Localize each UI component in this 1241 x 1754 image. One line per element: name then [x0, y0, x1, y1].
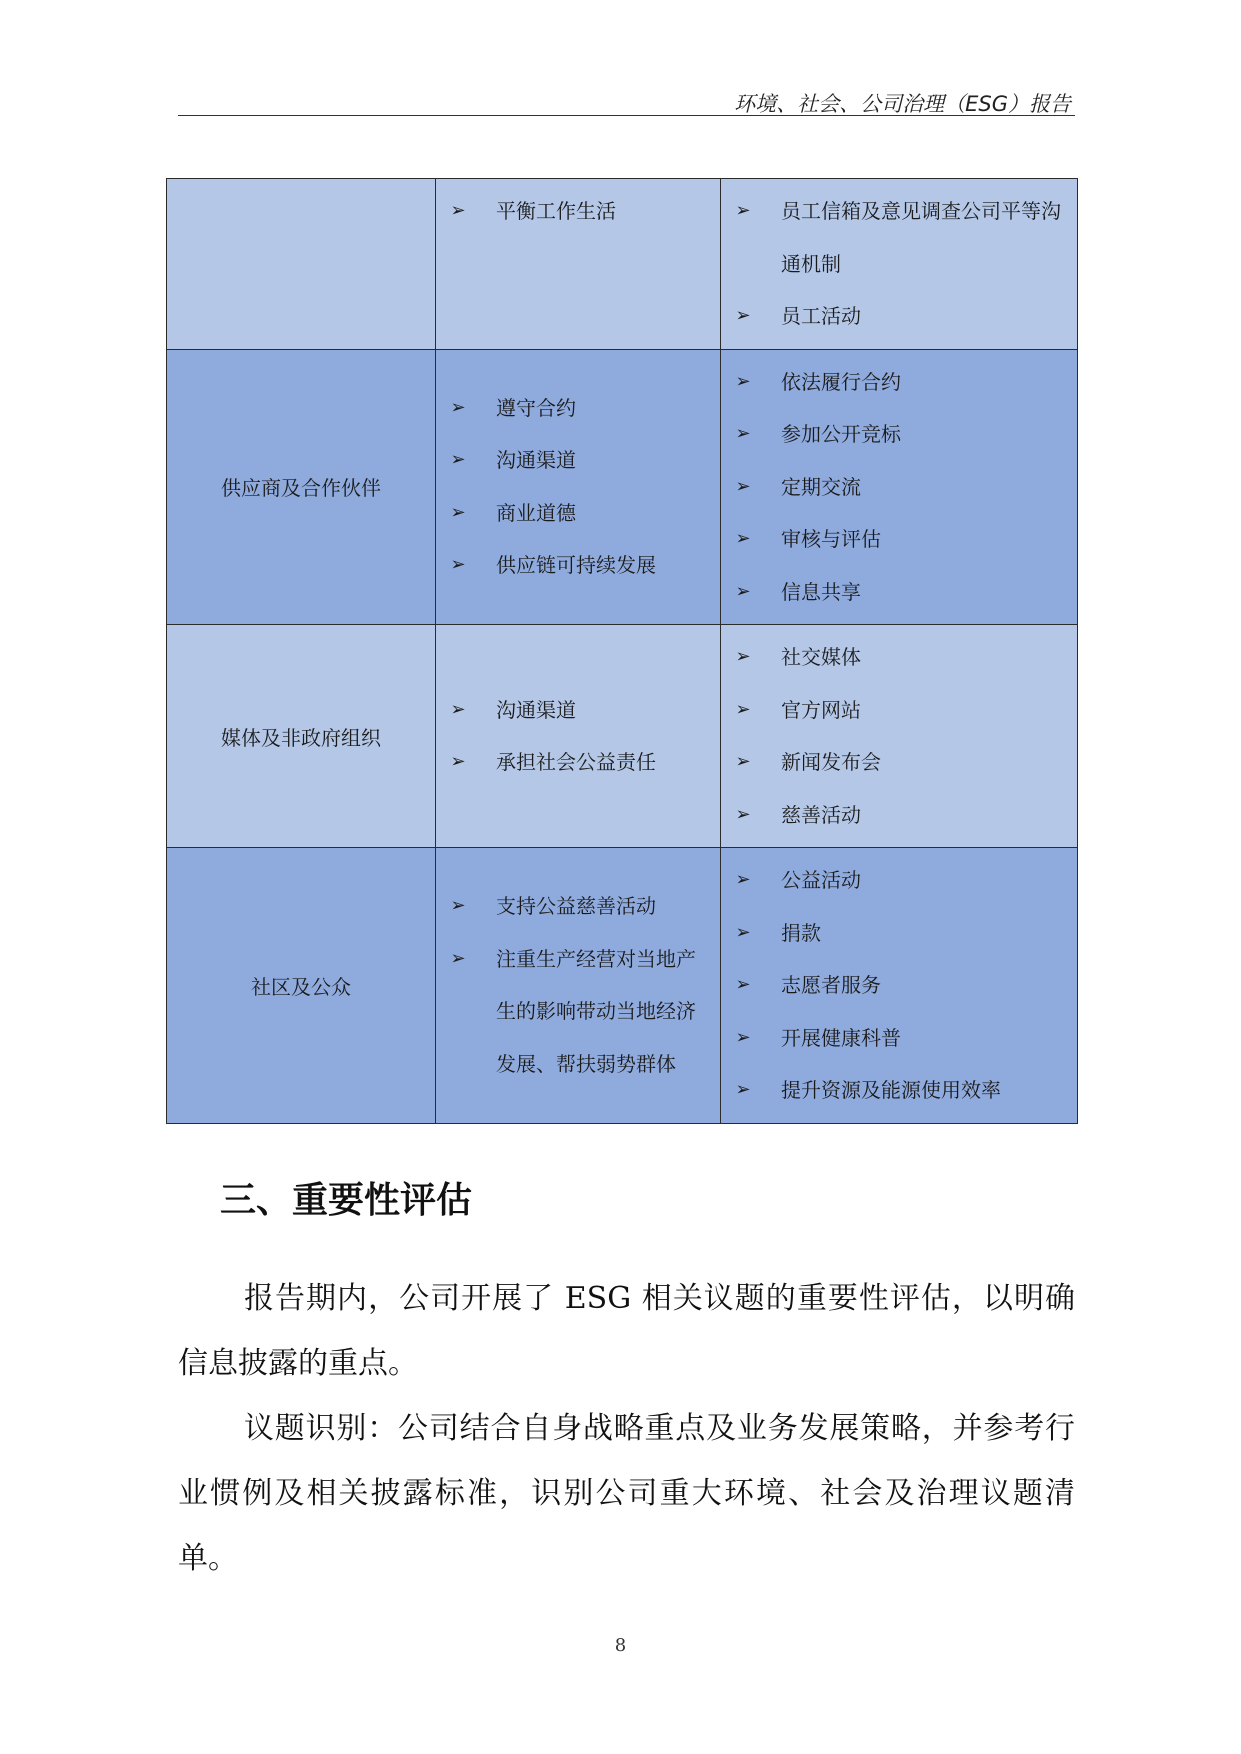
list-item: ➢ 支持公益慈善活动 [448, 880, 712, 933]
list-item: ➢ 捐款 [733, 907, 1069, 960]
arrow-bullet-icon: ➢ [735, 751, 751, 772]
topic-cell [436, 625, 721, 848]
list-item: ➢ 审核与评估 [733, 513, 1069, 566]
table-row [167, 349, 1078, 625]
list-item: ➢ 参加公开竞标 [733, 408, 1069, 461]
arrow-bullet-icon: ➢ [450, 501, 466, 523]
list-item: ➢ 承担社会公益责任 [448, 736, 712, 789]
arrow-bullet-icon: ➢ [450, 751, 466, 772]
channel-cell [721, 349, 1078, 625]
topic-cell [436, 349, 721, 625]
section-heading: 三、重要性评估 [220, 1180, 473, 1221]
table-row [167, 625, 1078, 848]
arrow-bullet-icon: ➢ [450, 698, 466, 720]
list-item: ➢ 慈善活动 [733, 789, 1069, 842]
table-row [167, 848, 1078, 1124]
stakeholder-table [166, 178, 1078, 1124]
paragraph: 议题识别：公司结合自身战略重点及业务发展策略，并参考行业惯例及相关披露标准，识别公司重大环境、社会及治理议题清单。 [178, 1411, 1075, 1576]
list-item: ➢ 沟通渠道 [448, 684, 712, 737]
arrow-bullet-icon: ➢ [735, 475, 751, 497]
channel-cell [721, 848, 1078, 1124]
arrow-bullet-icon: ➢ [450, 449, 466, 471]
list-item: ➢ 志愿者服务 [733, 959, 1069, 1012]
list-item: ➢ 依法履行合约 [733, 356, 1069, 409]
list-item: ➢ 社交媒体 [733, 631, 1069, 684]
arrow-bullet-icon: ➢ [735, 580, 751, 602]
arrow-bullet-icon: ➢ [735, 803, 751, 825]
list-item: ➢ 员工活动 [733, 290, 1069, 343]
arrow-bullet-icon: ➢ [735, 423, 751, 444]
arrow-bullet-icon: ➢ [450, 396, 466, 418]
header-rule [178, 115, 1075, 116]
channel-cell [721, 625, 1078, 848]
arrow-bullet-icon: ➢ [450, 947, 466, 969]
list-item: ➢ 沟通渠道 [448, 434, 712, 487]
arrow-bullet-icon: ➢ [450, 554, 466, 576]
list-item: ➢ 商业道德 [448, 487, 712, 540]
arrow-bullet-icon: ➢ [735, 921, 751, 943]
arrow-bullet-icon: ➢ [735, 1079, 751, 1100]
topic-cell [436, 179, 721, 350]
arrow-bullet-icon: ➢ [735, 698, 751, 720]
list-item: ➢ 信息共享 [733, 566, 1069, 619]
paragraph: 报告期内，公司开展了 ESG 相关议题的重要性评估，以明确信息披露的重点。 [178, 1281, 1075, 1381]
arrow-bullet-icon: ➢ [735, 305, 751, 326]
arrow-bullet-icon: ➢ [735, 1026, 751, 1048]
arrow-bullet-icon: ➢ [735, 370, 751, 392]
topic-cell [436, 848, 721, 1124]
list-item: ➢ 平衡工作生活 [448, 185, 712, 238]
arrow-bullet-icon: ➢ [735, 200, 751, 221]
list-item: ➢ 员工信箱及意见调查公司平等沟通机制 [733, 185, 1069, 290]
table-row [167, 179, 1078, 350]
header-title: 环境、社会、公司治理（ESG）报告 [734, 92, 1071, 116]
list-item: ➢ 提升资源及能源使用效率 [733, 1064, 1069, 1117]
arrow-bullet-icon: ➢ [735, 646, 751, 667]
arrow-bullet-icon: ➢ [735, 528, 751, 549]
arrow-bullet-icon: ➢ [735, 974, 751, 995]
list-item: ➢ 开展健康科普 [733, 1012, 1069, 1065]
stakeholder-group: 媒体及非政府组织 [167, 625, 436, 848]
page-number: 8 [614, 1635, 627, 1656]
stakeholder-group: 供应商及合作伙伴 [167, 349, 436, 625]
list-item: ➢ 新闻发布会 [733, 736, 1069, 789]
stakeholder-group: 社区及公众 [167, 848, 436, 1124]
arrow-bullet-icon: ➢ [450, 895, 466, 917]
list-item: ➢ 官方网站 [733, 684, 1069, 737]
list-item: ➢ 注重生产经营对当地产生的影响带动当地经济发展、帮扶弱势群体 [448, 933, 712, 1091]
list-item: ➢ 遵守合约 [448, 382, 712, 435]
list-item: ➢ 公益活动 [733, 854, 1069, 907]
arrow-bullet-icon: ➢ [735, 869, 751, 890]
list-item: ➢ 定期交流 [733, 461, 1069, 514]
arrow-bullet-icon: ➢ [450, 200, 466, 221]
list-item: ➢ 供应链可持续发展 [448, 539, 712, 592]
channel-cell [721, 179, 1078, 350]
stakeholder-group [167, 179, 436, 350]
